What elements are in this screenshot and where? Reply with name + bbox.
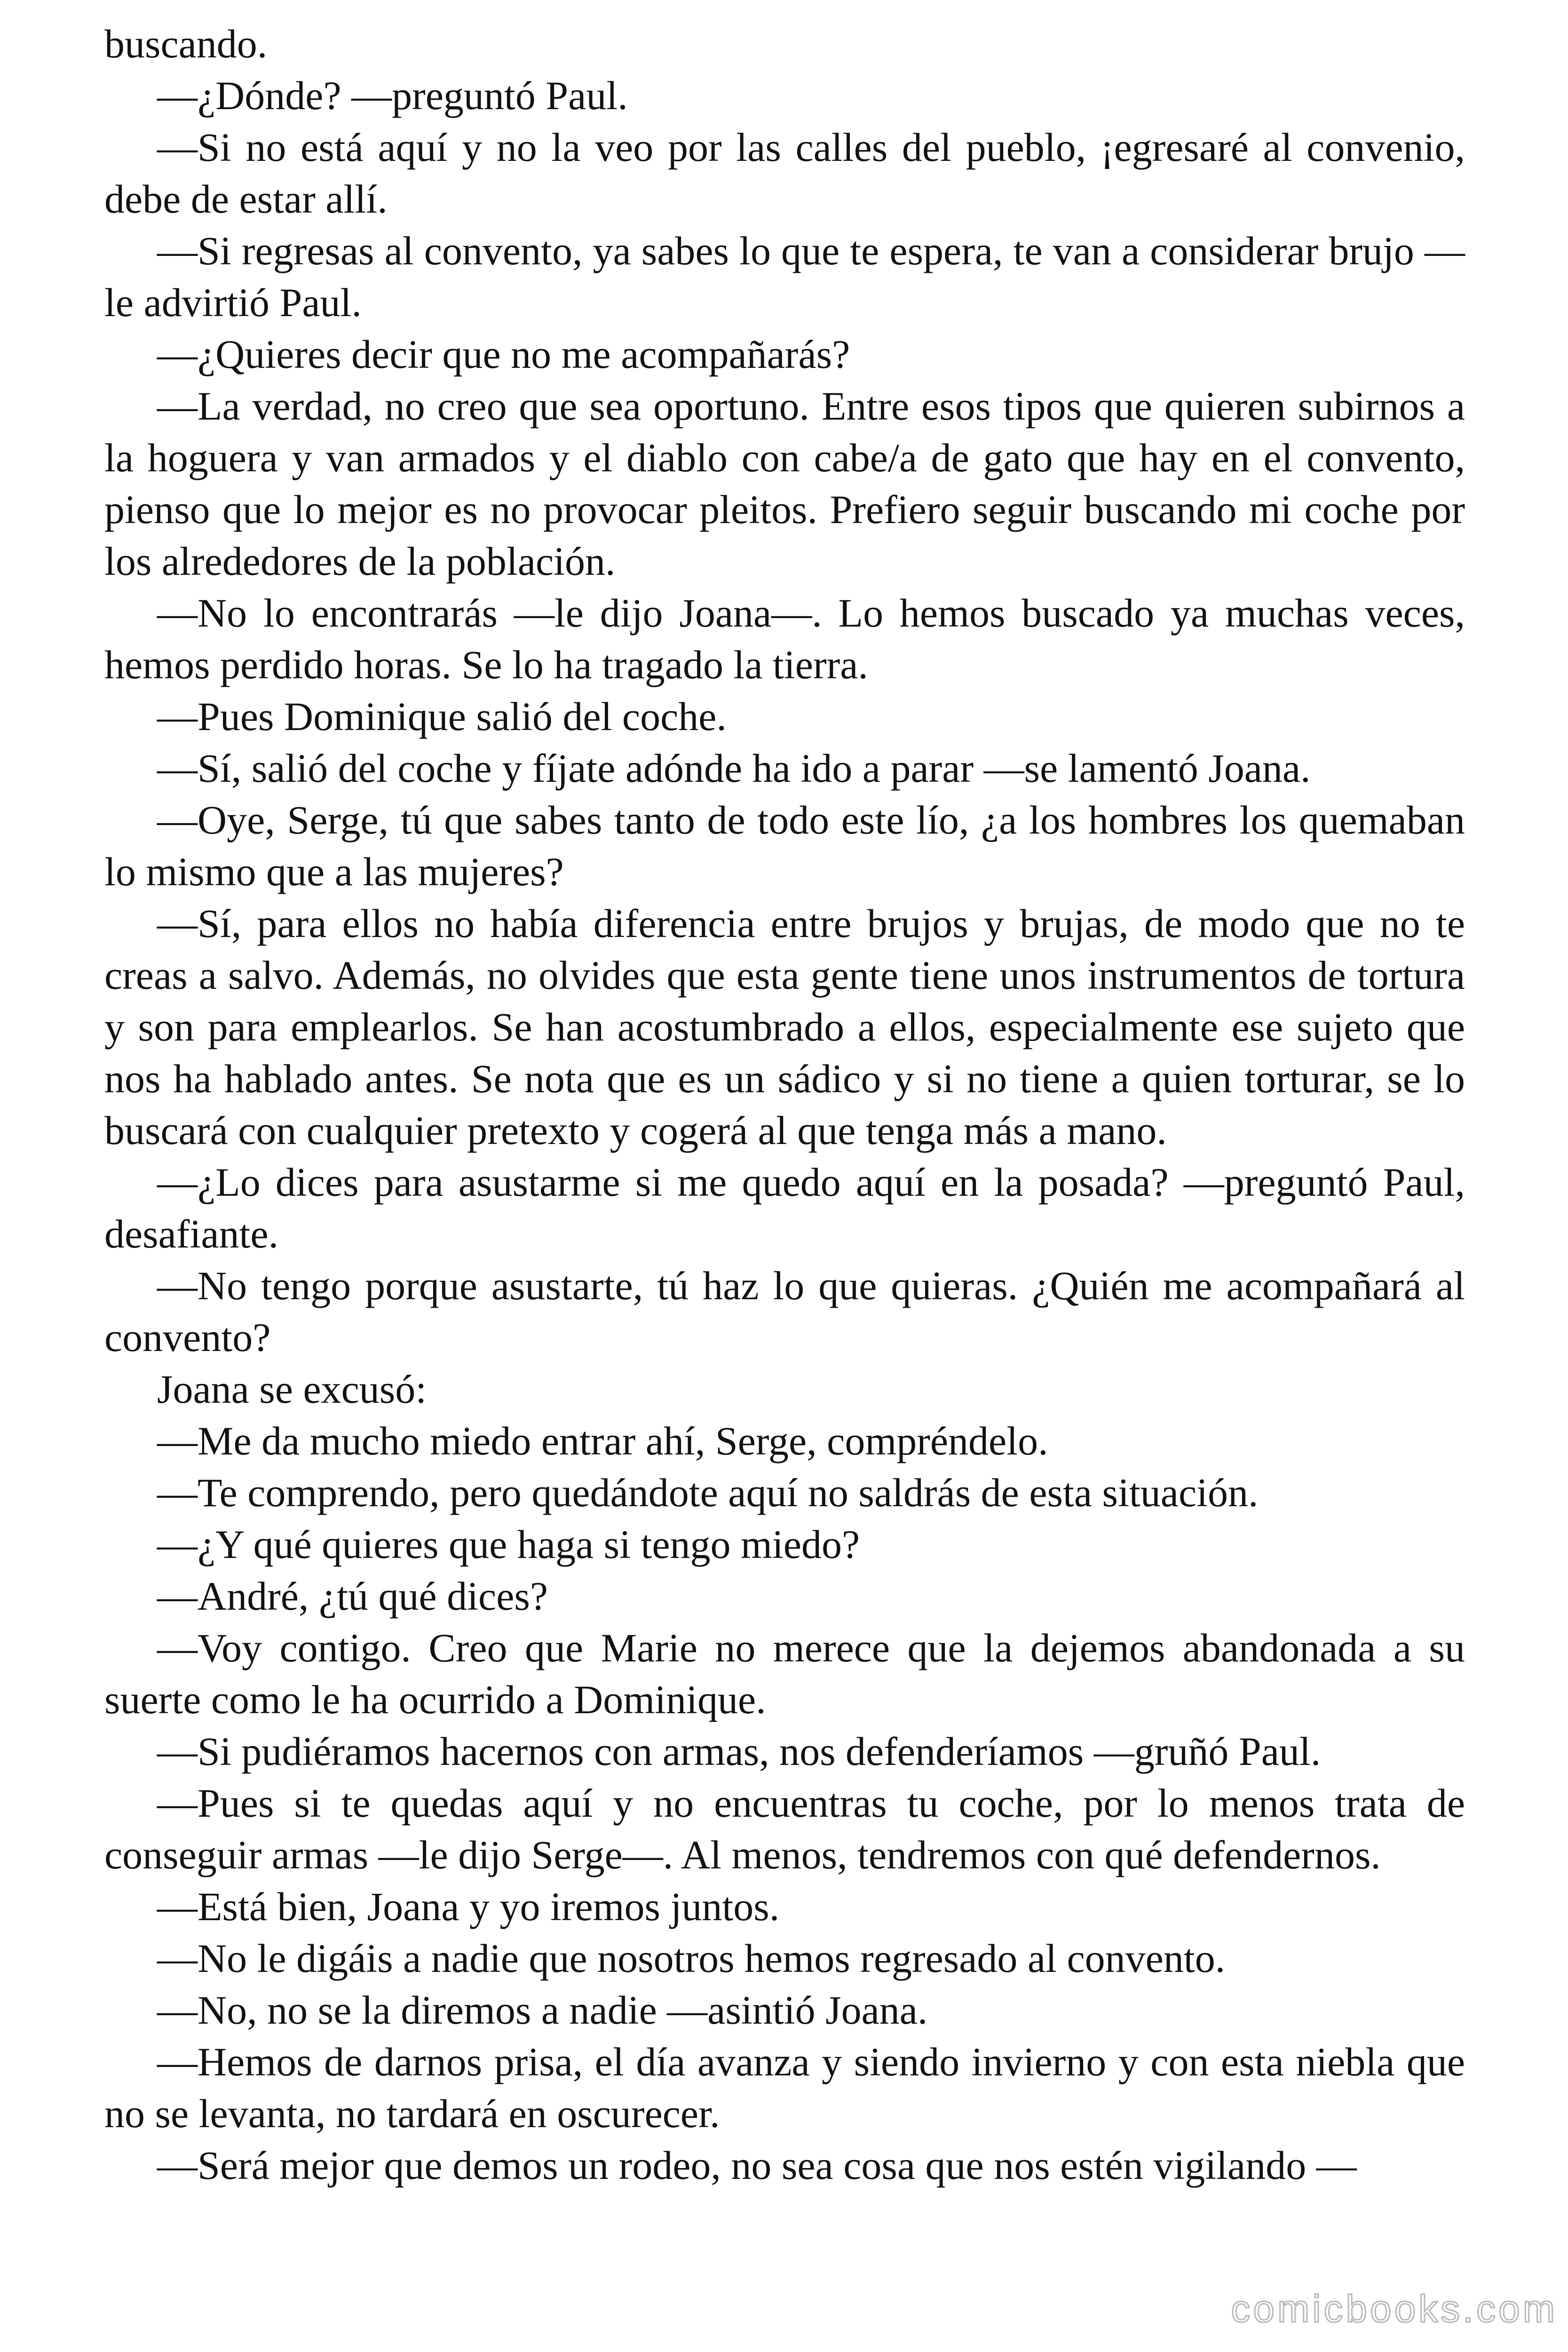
watermark: comicbooks.com (1231, 2288, 1558, 2330)
paragraph: Joana se excusó: (157, 1367, 427, 1412)
paragraph: —Voy contigo. Creo que Marie no merece que la dejemos abandonada a su suerte como le ha ocurrido a Dominique. (104, 1625, 1465, 1722)
paragraph: —La verdad, no creo que sea oportuno. Entre esos tipos que quieren subirnos a la hoguera y van armados y el diablo con cabe/a de gato que hay en el convento, pienso que lo mejor es no provocar pleitos. Prefiero seguir buscando mi coche por los alrededores de la población. (104, 383, 1465, 584)
paragraph: —Si no está aquí y no la veo por las calles del pueblo, ¡egresaré al convenio, debe de estar allí. (104, 125, 1465, 222)
paragraph: —Pues si te quedas aquí y no encuentras tu coche, por lo menos trata de conseguir armas —le dijo Serge—. Al menos, tendremos con qué defendernos. (104, 1780, 1465, 1877)
paragraph: —Hemos de darnos prisa, el día avanza y siendo invierno y con esta niebla que no se levanta, no tardará en oscurecer. (104, 2039, 1465, 2136)
paragraph: —Sí, salió del coche y fíjate adónde ha ido a parar —se lamentó Joana. (157, 746, 1311, 791)
paragraph: —André, ¿tú qué dices? (157, 1573, 548, 1619)
paragraph: —No, no se la diremos a nadie —asintió Joana. (157, 1987, 928, 2033)
paragraph: —Me da mucho miedo entrar ahí, Serge, compréndelo. (157, 1418, 1048, 1463)
paragraph: —Sí, para ellos no había diferencia entre brujos y brujas, de modo que no te creas a salvo. Además, no olvides que esta gente tiene unos instrumentos de tortura y son para emplearlos. Se han acostumbrado a ellos, especialmente ese sujeto que nos ha hablado antes. Se nota que es un sádico y si no tiene a quien torturar, se lo buscará con cualquier pretexto y cogerá al que tenga más a mano. (104, 901, 1465, 1153)
paragraph: —Te comprendo, pero quedándote aquí no saldrás de esta situación. (157, 1470, 1259, 1515)
paragraph: —No tengo porque asustarte, tú haz lo que quieras. ¿Quién me acompañará al convento? (104, 1263, 1465, 1360)
paragraph: —Oye, Serge, tú que sabes tanto de todo este lío, ¿a los hombres los quemaban lo mismo que a las mujeres? (104, 797, 1465, 894)
paragraph: —Pues Dominique salió del coche. (157, 694, 727, 739)
paragraph: —¿Y qué quieres que haga si tengo miedo? (157, 1522, 860, 1567)
paragraph: —¿Lo dices para asustarme si me quedo aquí en la posada? —preguntó Paul, desafiante. (104, 1160, 1465, 1256)
paragraph: —Será mejor que demos un rodeo, no sea cosa que nos estén vigilando — (157, 2143, 1357, 2188)
paragraph: —No le digáis a nadie que nosotros hemos regresado al convento. (157, 1936, 1226, 1981)
paragraph: —Si pudiéramos hacernos con armas, nos defenderíamos —gruñó Paul. (157, 1729, 1321, 1774)
paragraph: —Está bien, Joana y yo iremos juntos. (157, 1884, 780, 1929)
paragraph: buscando. (104, 21, 268, 66)
paragraph: —Si regresas al convento, ya sabes lo que te espera, te van a considerar brujo —le advirtió Paul. (104, 228, 1465, 325)
paragraph: —¿Dónde? —preguntó Paul. (157, 73, 628, 118)
document-page (104, 18, 1465, 2191)
paragraph: —¿Quieres decir que no me acompañarás? (157, 332, 850, 377)
paragraph: —No lo encontrarás —le dijo Joana—. Lo hemos buscado ya muchas veces, hemos perdido horas. Se lo ha tragado la tierra. (104, 590, 1465, 687)
